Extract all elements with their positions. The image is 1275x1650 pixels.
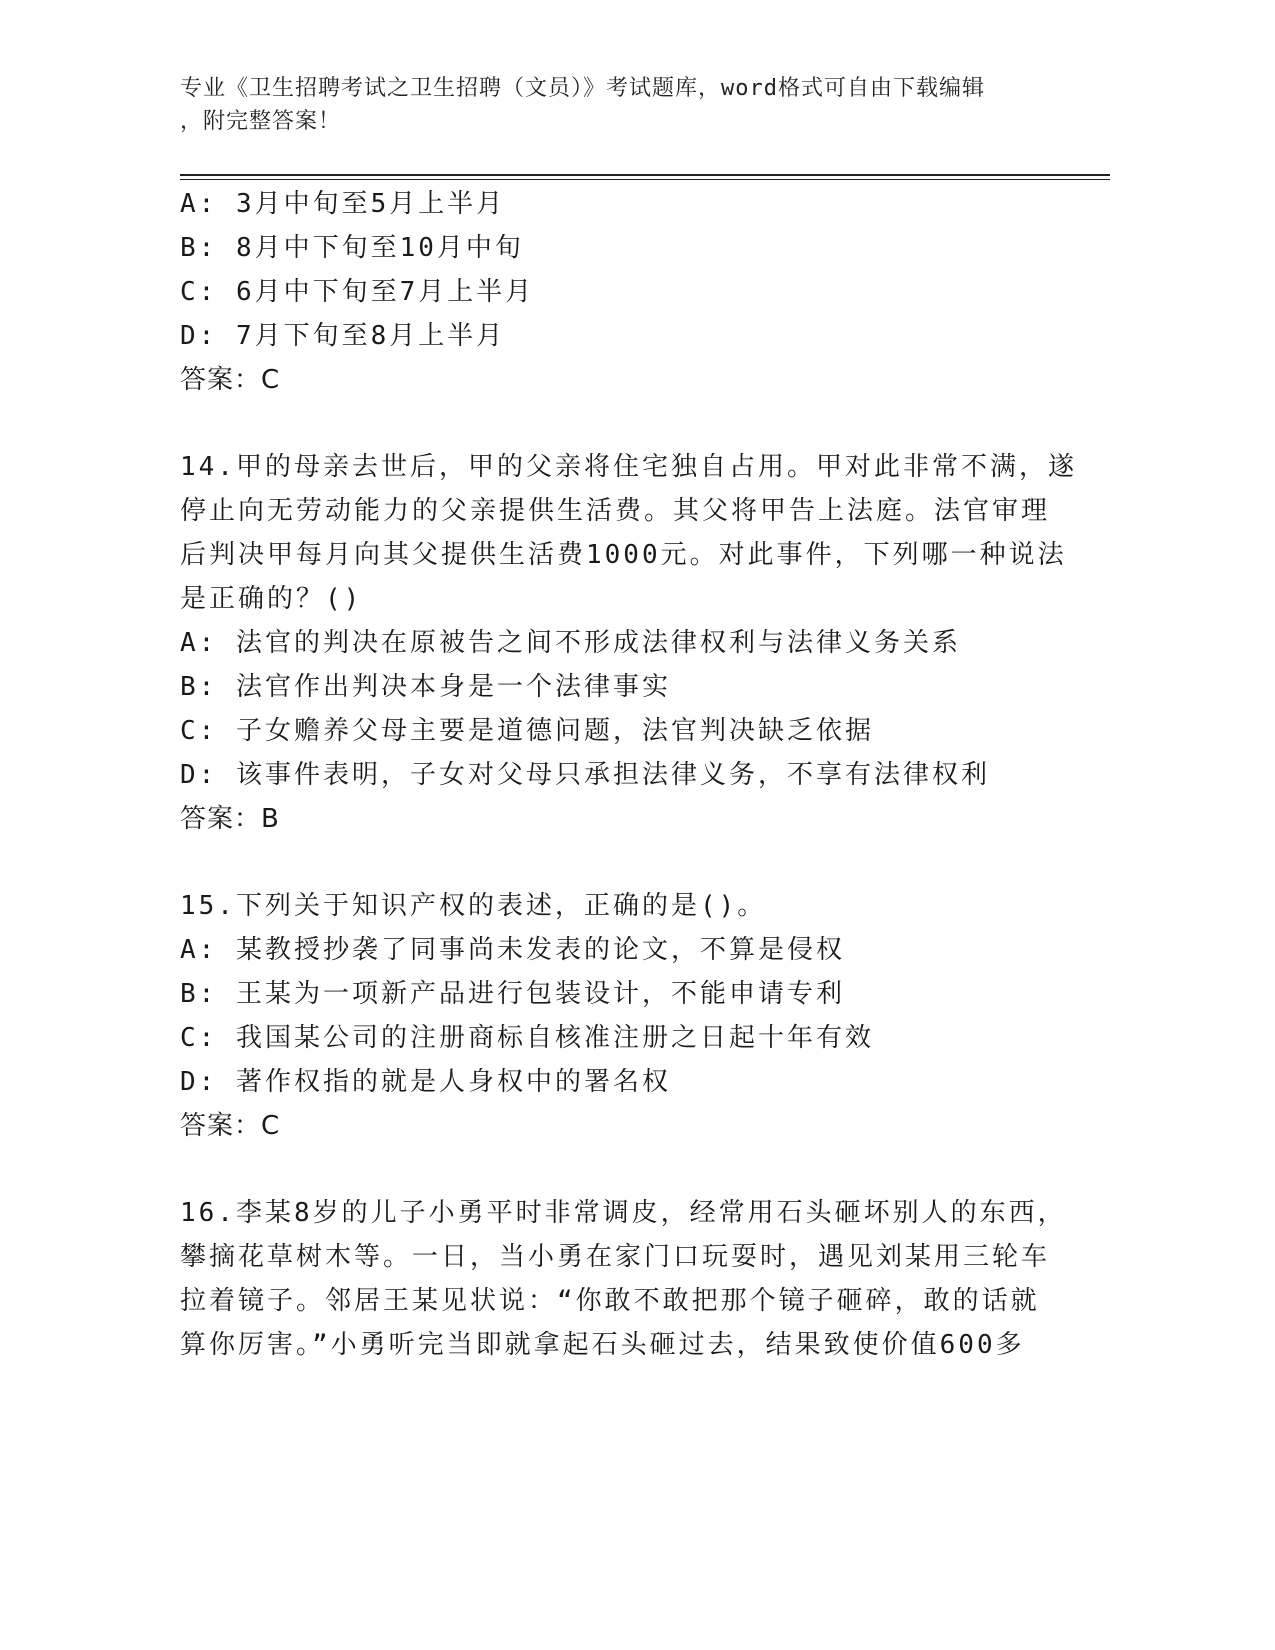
question-stem-line: 16.李某8岁的儿子小勇平时非常调皮，经常用石头砸坏别人的东西， <box>180 1198 1067 1228</box>
question-stem-line: 14.甲的母亲去世后，甲的父亲将住宅独自占用。甲对此非常不满，遂 <box>180 452 1077 482</box>
option-a: A: 某教授抄袭了同事尚未发表的论文，不算是侵权 <box>180 935 845 965</box>
option-b: B: 法官作出判决本身是一个法律事实 <box>180 672 671 702</box>
question-list <box>180 182 1077 1367</box>
question-16 <box>180 1191 1067 1367</box>
question-stem-line: 算你厉害。”小勇听完当即就拿起石头砸过去，结果致使价值600多 <box>180 1330 1025 1360</box>
question-stem-line: 15.下列关于知识产权的表述，正确的是()。 <box>180 891 767 921</box>
option-c: C: 子女赡养父母主要是道德问题，法官判决缺乏依据 <box>180 716 874 746</box>
option-b: B: 8月中下旬至10月中旬 <box>180 233 524 263</box>
option-b: B: 王某为一项新产品进行包装设计，不能申请专利 <box>180 979 845 1009</box>
header-divider-thick <box>180 174 1110 176</box>
header-line-1: 专业《卫生招聘考试之卫生招聘（文员）》考试题库，word格式可自由下载编辑 <box>180 76 985 101</box>
question-stem-line: 攀摘花草树木等。一日，当小勇在家门口玩耍时，遇见刘某用三轮车 <box>180 1242 1051 1272</box>
spacer <box>180 1148 1060 1191</box>
option-a: A: 3月中旬至5月上半月 <box>180 189 506 219</box>
question-stem-line: 是正确的？() <box>180 584 363 614</box>
option-d: D: 该事件表明，子女对父母只承担法律义务，不享有法律权利 <box>180 760 990 790</box>
answer-label: 答案：C <box>180 365 281 395</box>
question-stem-line: 停止向无劳动能力的父亲提供生活费。其父将甲告上法庭。法官审理 <box>180 496 1051 526</box>
option-c: C: 6月中下旬至7月上半月 <box>180 277 535 307</box>
question-13 <box>180 182 1060 402</box>
header-divider-thin <box>180 179 1110 180</box>
question-stem-line: 拉着镜子。邻居王某见状说：“你敢不敢把那个镜子砸碎，敢的话就 <box>180 1286 1040 1316</box>
question-stem-line: 后判决甲每月向其父提供生活费1000元。对此事件，下列哪一种说法 <box>180 540 1067 570</box>
spacer <box>180 841 1060 884</box>
question-14 <box>180 445 1077 841</box>
question-15 <box>180 884 1060 1148</box>
answer-label: 答案：C <box>180 1111 281 1141</box>
header-line-2: ，附完整答案！ <box>180 109 342 134</box>
answer-label: 答案：B <box>180 804 280 834</box>
option-a: A: 法官的判决在原被告之间不形成法律权利与法律义务关系 <box>180 628 961 658</box>
option-d: D: 7月下旬至8月上半月 <box>180 321 506 351</box>
option-d: D: 著作权指的就是人身权中的署名权 <box>180 1067 671 1097</box>
spacer <box>180 402 1060 445</box>
option-c: C: 我国某公司的注册商标自核准注册之日起十年有效 <box>180 1023 874 1053</box>
document-header <box>180 72 1060 138</box>
